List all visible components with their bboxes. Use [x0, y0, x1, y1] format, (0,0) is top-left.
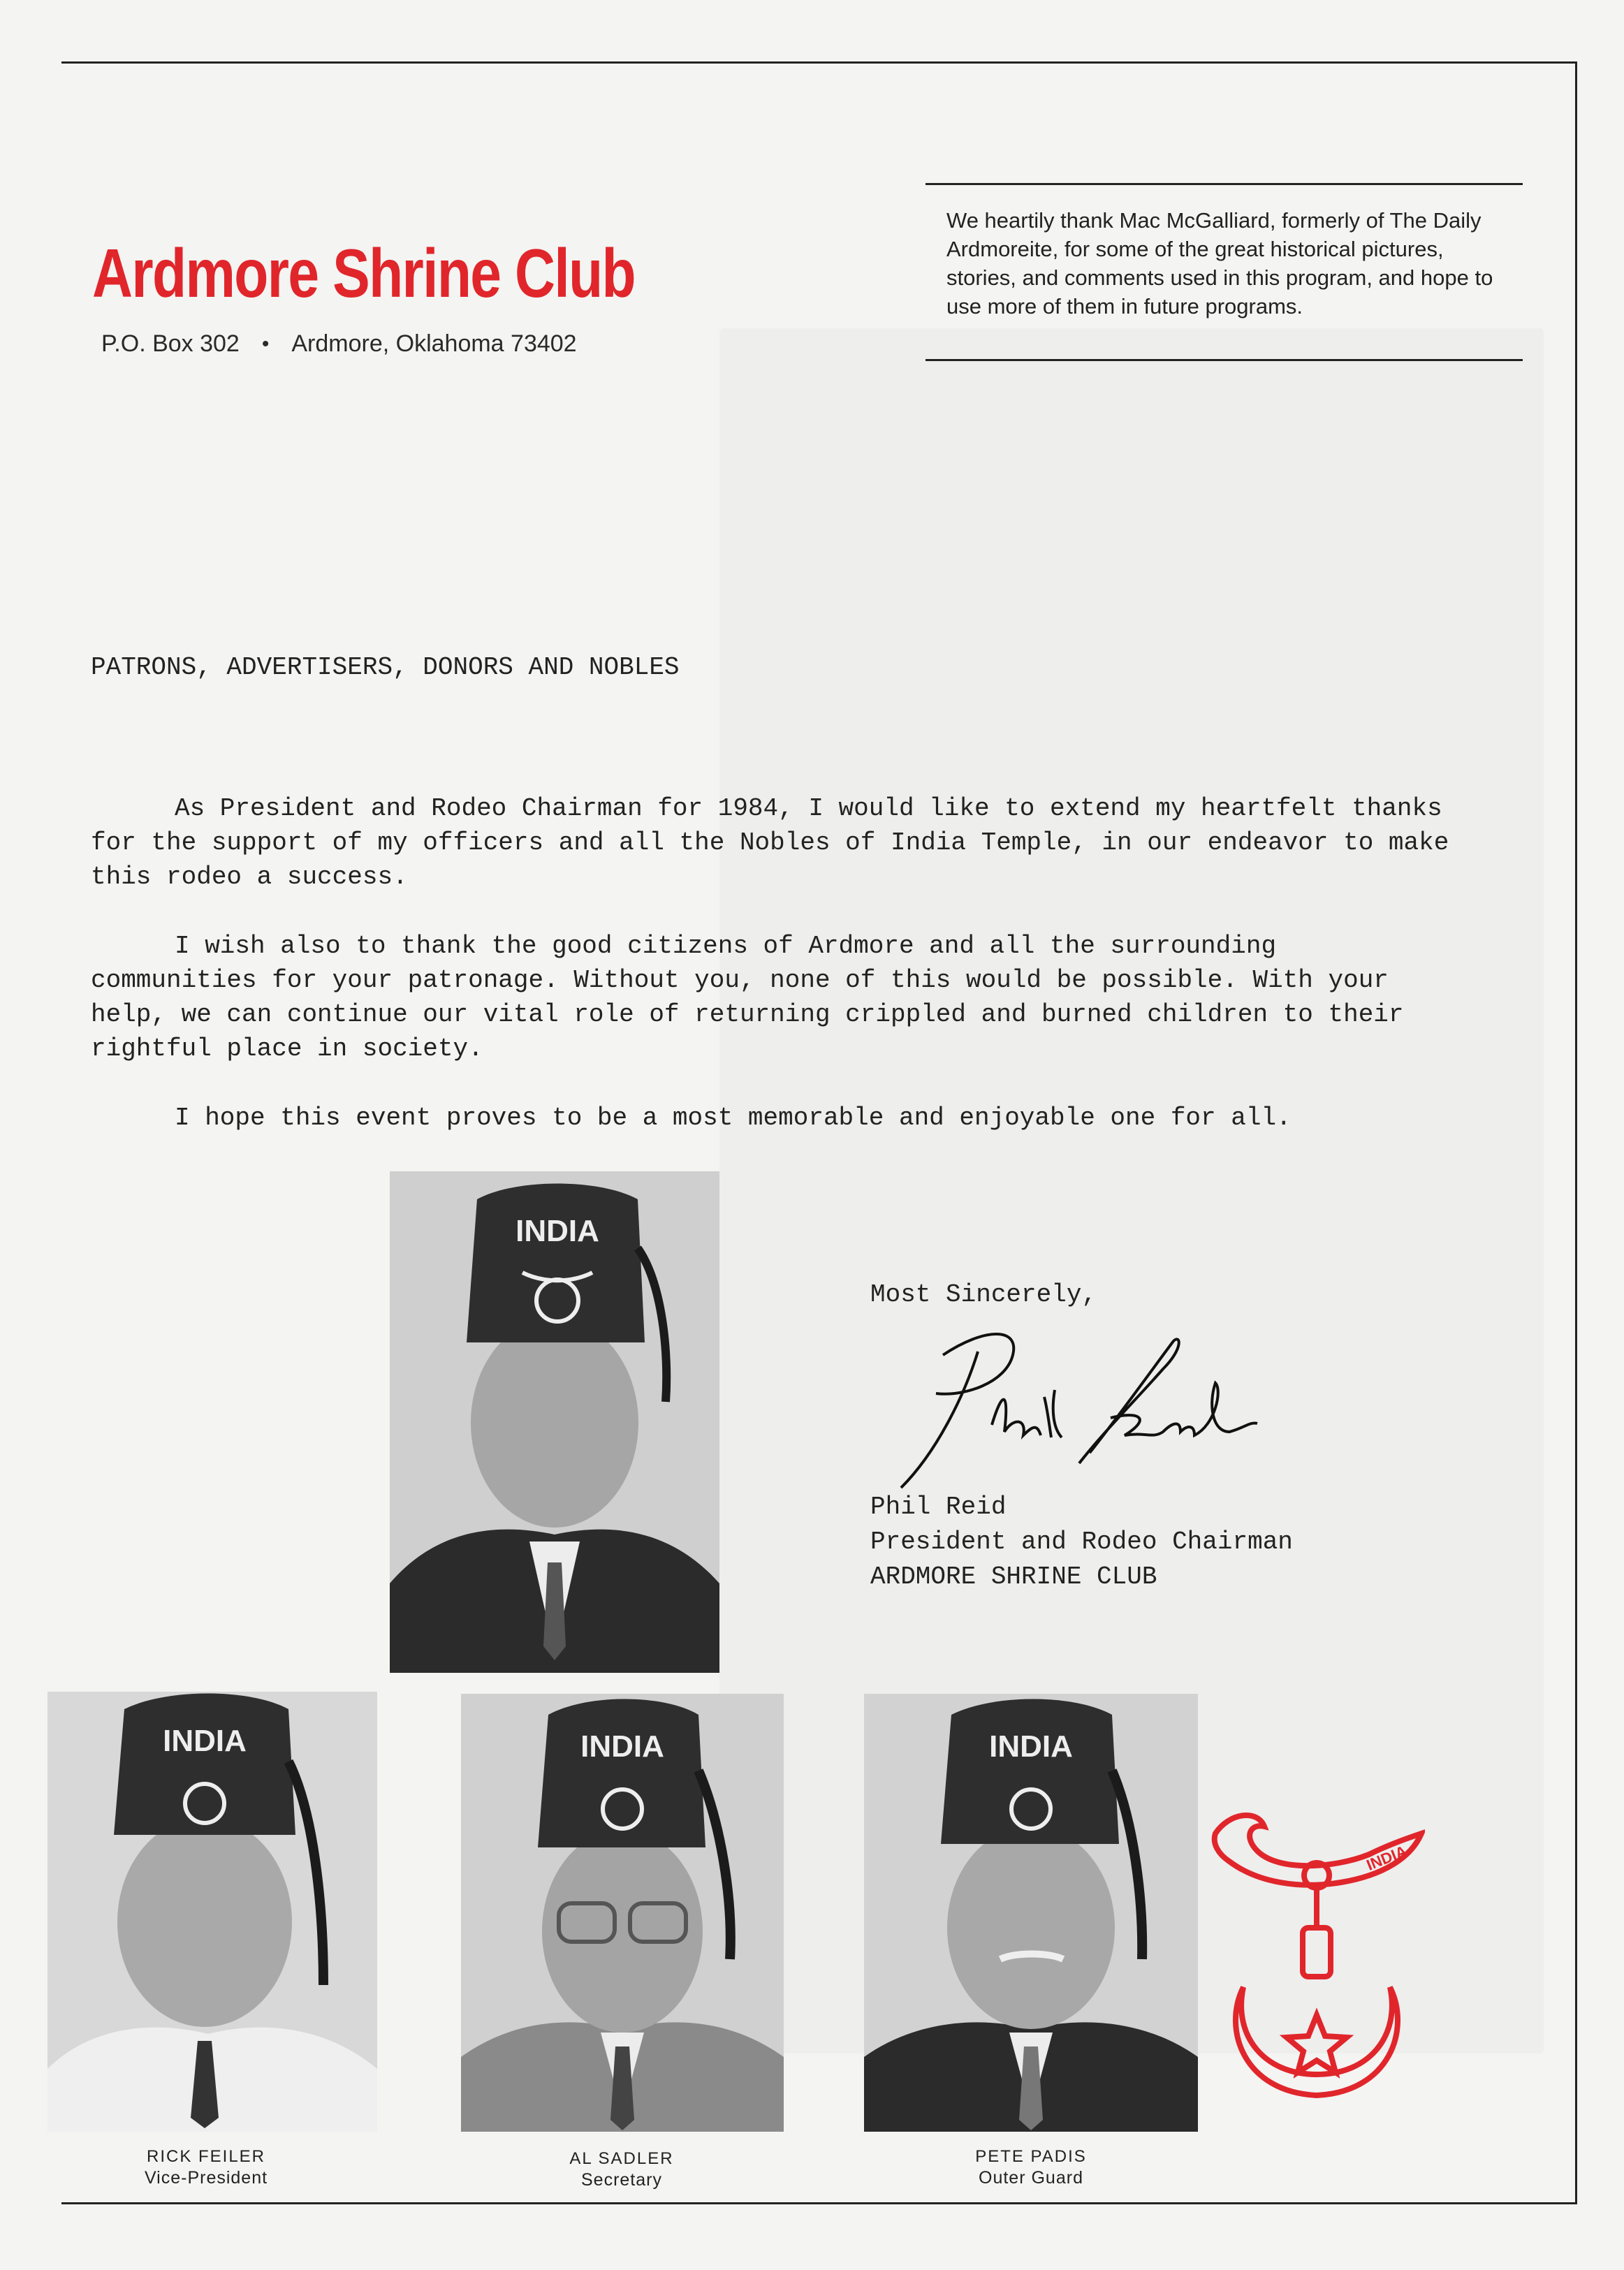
photo-caption	[73, 2146, 339, 2189]
signer-name: Phil Reid	[870, 1493, 1007, 1521]
address-city: Ardmore, Oklahoma 73402	[291, 330, 577, 357]
handwritten-signature	[887, 1313, 1306, 1495]
photo-caption	[898, 2146, 1164, 2189]
portrait-illustration	[390, 1171, 719, 1673]
secretary-photo	[461, 1694, 784, 2132]
caption-name: PETE PADIS	[975, 2147, 1087, 2166]
portrait-illustration	[47, 1692, 377, 2132]
acknowledgement-box	[926, 183, 1523, 361]
caption-role: Outer Guard	[979, 2168, 1083, 2188]
photo-caption	[489, 2148, 754, 2191]
fez-text: INDIA	[515, 1214, 599, 1248]
letter-signer	[870, 1490, 1293, 1595]
fez-text: INDIA	[163, 1724, 247, 1758]
club-name: Ardmore Shrine Club	[92, 235, 636, 312]
president-photo	[390, 1171, 719, 1673]
outer-guard-photo	[864, 1694, 1198, 2132]
vice-president-photo	[47, 1692, 377, 2132]
caption-name: AL SADLER	[569, 2149, 674, 2168]
signer-title: President and Rodeo Chairman	[870, 1528, 1293, 1556]
fez-text: INDIA	[989, 1729, 1073, 1764]
letter-salutation: PATRONS, ADVERTISERS, DONORS AND NOBLES	[91, 653, 680, 682]
club-address	[101, 330, 577, 358]
shrine-emblem-icon	[1201, 1806, 1425, 2106]
letter-paragraph: I hope this event proves to be a most memorable and enjoyable one for all.	[175, 1104, 1292, 1132]
address-po-box: P.O. Box 302	[101, 330, 240, 357]
letter-paragraph: As President and Rodeo Chairman for 1984, I would like to extend my heartfelt thanks for the support of my officers and all the Nobles of India Temple, in our endeavor to make this rodeo a success.	[91, 794, 1449, 891]
portrait-illustration	[461, 1694, 784, 2132]
caption-role: Vice-President	[144, 2168, 268, 2188]
portrait-illustration	[864, 1694, 1198, 2132]
letter-body	[91, 791, 1453, 1170]
emblem-label: INDIA	[1363, 1842, 1410, 1874]
address-bullet: •	[261, 332, 270, 356]
fez-text: INDIA	[580, 1729, 664, 1764]
caption-name: RICK FEILER	[146, 2147, 266, 2166]
caption-role: Secretary	[581, 2170, 662, 2190]
letter-closing: Most Sincerely,	[870, 1280, 1097, 1309]
letter-paragraph: I wish also to thank the good citizens of Ardmore and all the surrounding communities for your patronage. Without you, none of this would be possible. With your help, we can continue our vital role of returning crippled and burned children to their rightful place in society.	[91, 932, 1404, 1063]
signer-organization: ARDMORE SHRINE CLUB	[870, 1562, 1157, 1591]
acknowledgement-text: We heartily thank Mac McGalliard, formerly of The Daily Ardmoreite, for some of the great historical pictures, stories, and comments used in this program, and hope to use more of them in future programs.	[946, 208, 1493, 318]
